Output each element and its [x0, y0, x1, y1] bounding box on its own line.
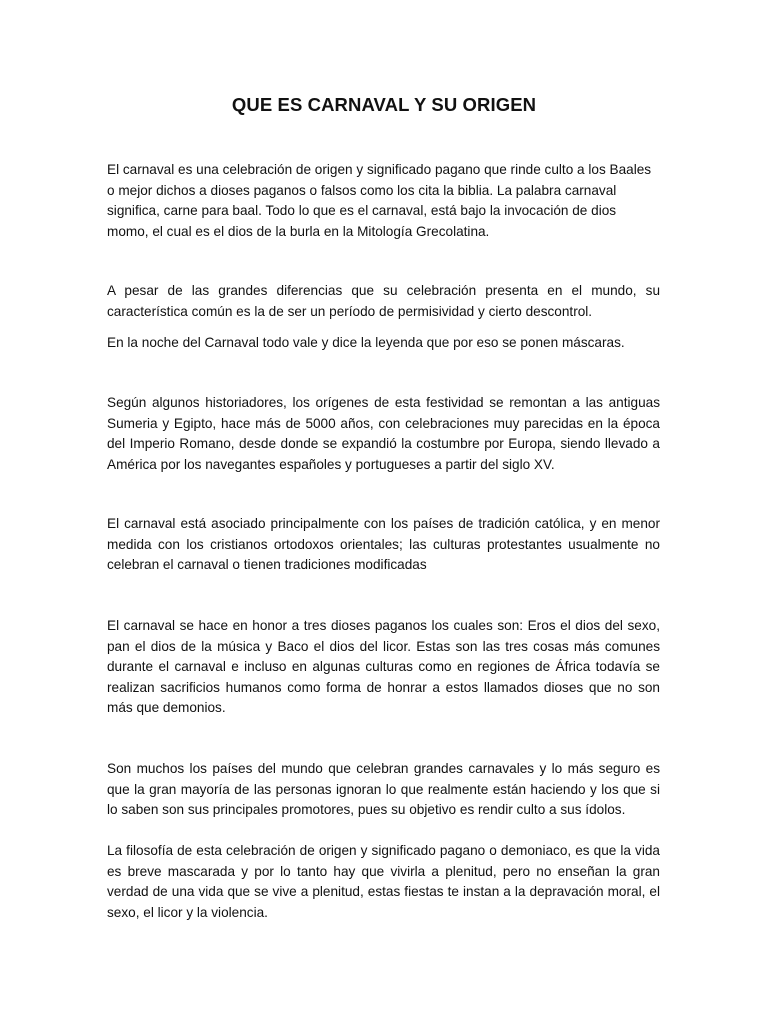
page-title: QUE ES CARNAVAL Y SU ORIGEN	[231, 94, 537, 115]
paragraph-1: El carnaval es una celebración de origen y significado pagano que rinde culto a los Baales o mejor dichos a dioses paganos o falsos como los cita la biblia. La palabra carnaval significa, carne para baal. Todo lo que es el carnaval, está bajo la invocación de dios momo, el cual es el dios de la burla en la Mitología Grecolatina.	[107, 162, 652, 239]
paragraph-6: El carnaval se hace en honor a tres dioses paganos los cuales son: Eros el dios del sexo, pan el dios de la música y Baco el dios del licor. Estas son las tres cosas más comunes durante el carnaval e incluso en algunas culturas como en regiones de África todavía se realizan sacrificios humanos como forma de honrar a estos llamados dioses que no son más que demonios.	[107, 618, 660, 716]
paragraph-4: Según algunos historiadores, los orígenes de esta festividad se remontan a las antiguas Sumeria y Egipto, hace más de 5000 años, con celebraciones muy parecidas en la época del Imperio Romano, desde donde se expandió la costumbre por Europa, siendo llevado a América por los navegantes españoles y portugueses a partir del siglo XV.	[107, 395, 660, 472]
paragraph-8: La filosofía de esta celebración de origen y significado pagano o demoniaco, es que la vida es breve mascarada y por lo tanto hay que vivirla a plenitud, pero no enseñan la gran verdad de una vida que se vive a plenitud, estas fiestas te instan a la depravación moral, el sexo, el licor y la violencia.	[107, 843, 660, 920]
paragraph-5: El carnaval está asociado principalmente con los países de tradición católica, y en menor medida con los cristianos ortodoxos orientales; las culturas protestantes usualmente no celebran el carnaval o tienen tradiciones modificadas	[107, 516, 660, 573]
paragraph-2: A pesar de las grandes diferencias que su celebración presenta en el mundo, su característica común es la de ser un período de permisividad y cierto descontrol.	[107, 283, 660, 319]
paragraph-7: Son muchos los países del mundo que celebran grandes carnavales y lo más seguro es que la gran mayoría de las personas ignoran lo que realmente están haciendo y los que si lo saben son sus principales promotores, pues su objetivo es rendir culto a sus ídolos.	[107, 761, 660, 818]
paragraph-3: En la noche del Carnaval todo vale y dice la leyenda que por eso se ponen máscaras.	[107, 335, 625, 350]
